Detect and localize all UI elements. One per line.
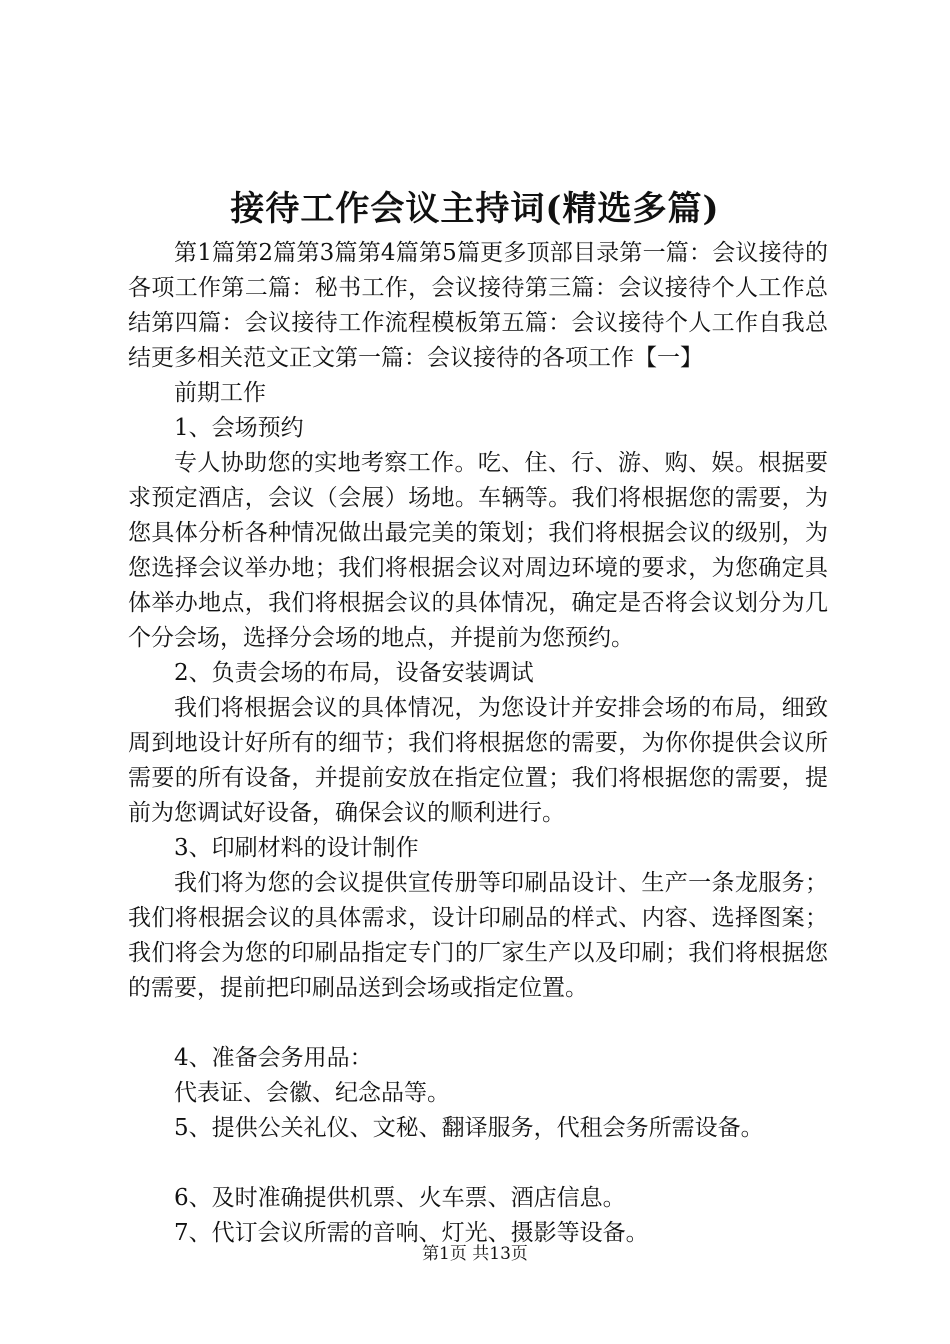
- item-heading: 2、负责会场的布局，设备安装调试: [174, 660, 534, 686]
- document-body: [128, 236, 828, 1251]
- item-heading: 4、准备会务用品：: [174, 1045, 373, 1071]
- item-heading: 7、代订会议所需的音响、灯光、摄影等设备。: [174, 1220, 649, 1246]
- body-paragraph: 专人协助您的实地考察工作。吃、住、行、游、购、娱。根据要求预定酒店，会议（会展）场地。车辆等。我们将根据您的需要，为您具体分析各种情况做出最完美的策划；我们将根据会议的级别，为您选择会议举办地；我们将根据会议对周边环境的要求，为您确定具体举办地点，我们将根据会议的具体情况，确定是否将会议划分为几个分会场，选择分会场的地点，并提前为您预约。: [128, 450, 828, 651]
- body-paragraph: 代表证、会徽、纪念品等。: [174, 1080, 450, 1106]
- body-paragraph: 我们将为您的会议提供宣传册等印刷品设计、生产一条龙服务；我们将根据会议的具体需求，设计印刷品的样式、内容、选择图案；我们将会为您的印刷品指定专门的厂家生产以及印刷；我们将根据您的需要，提前把印刷品送到会场或指定位置。: [128, 870, 828, 1001]
- item-heading: 5、提供公关礼仪、文秘、翻译服务，代租会务所需设备。: [174, 1115, 764, 1141]
- page-footer: 第1页 共13页: [422, 1244, 528, 1264]
- document-title: 接待工作会议主持词(精选多篇): [230, 189, 720, 229]
- item-heading: 1、会场预约: [174, 415, 304, 441]
- item-heading: 6、及时准确提供机票、火车票、酒店信息。: [174, 1185, 626, 1211]
- body-paragraph: 我们将根据会议的具体情况，为您设计并安排会场的布局，细致周到地设计好所有的细节；我们将根据您的需要，为你你提供会议所需要的所有设备，并提前安放在指定位置；我们将根据您的需要，提前为您调试好设备，确保会议的顺利进行。: [128, 695, 828, 826]
- item-heading: 3、印刷材料的设计制作: [174, 835, 419, 861]
- section-heading: 前期工作: [174, 380, 266, 406]
- toc-paragraph: 第1篇第2篇第3篇第4篇第5篇更多顶部目录第一篇：会议接待的各项工作第二篇：秘书工作，会议接待第三篇：会议接待个人工作总结第四篇：会议接待工作流程模板第五篇：会议接待个人工作自我总结更多相关范文正文第一篇：会议接待的各项工作【一】: [128, 240, 828, 371]
